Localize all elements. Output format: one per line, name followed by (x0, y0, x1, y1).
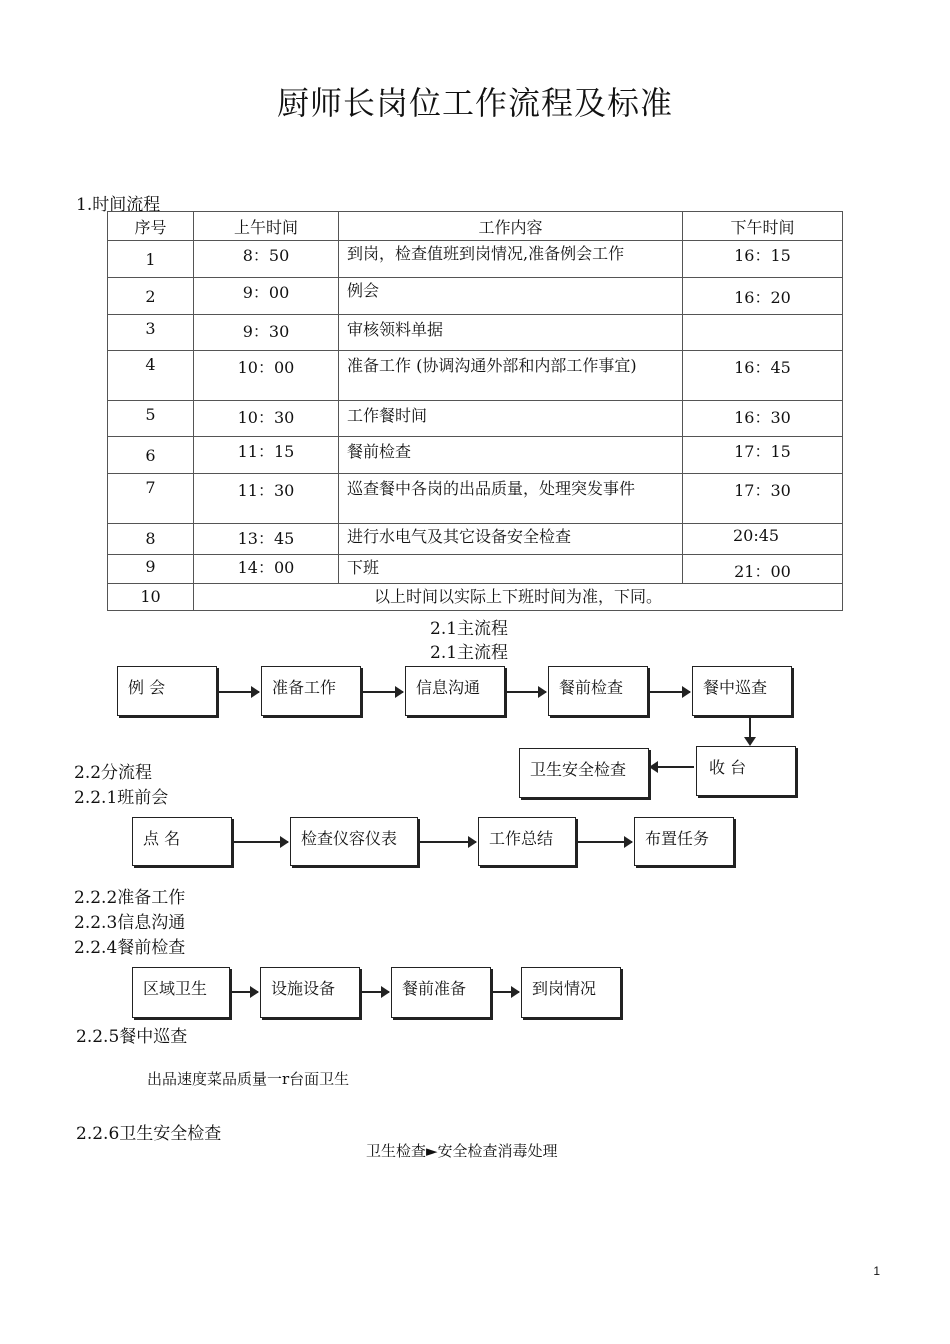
row-no: 4 (108, 351, 194, 401)
table-header-row (108, 212, 843, 241)
flow-box-pre-meal-prep: 餐前准备 (391, 967, 491, 1018)
flow-box-meeting: 例 会 (117, 666, 217, 716)
header-no: 序号 (108, 212, 194, 241)
main-flow-heading-duplicate: 2.1主流程 (430, 643, 509, 663)
flow-box-in-meal-patrol: 餐中巡查 (692, 666, 792, 716)
row-am: 10：30 (194, 401, 339, 437)
section-time-flow-heading: 1.时间流程 (76, 195, 161, 215)
arrow-right-icon (232, 991, 258, 993)
row-content: 例会 (339, 278, 683, 315)
row-pm: 20:45 (683, 524, 843, 555)
row-pm: 16：20 (683, 278, 843, 315)
section-224-heading: 2.2.4餐前检查 (74, 938, 186, 958)
table-row (108, 315, 843, 351)
arrow-right-icon (493, 991, 519, 993)
table-row (108, 524, 843, 555)
table-row (108, 241, 843, 278)
page-title: 厨师长岗位工作流程及标准 (276, 84, 673, 122)
arrow-right-icon (650, 691, 690, 693)
row-no: 1 (108, 241, 194, 278)
row-pm: 16：30 (683, 401, 843, 437)
row-am: 10：00 (194, 351, 339, 401)
flow-box-roll-call: 点 名 (132, 817, 232, 866)
table-row (108, 401, 843, 437)
arrow-down-icon (749, 717, 751, 744)
row-content: 工作餐时间 (339, 401, 683, 437)
row-content: 进行水电气及其它设备安全检查 (339, 524, 683, 555)
time-flow-table (107, 211, 843, 611)
row-pm: 21：00 (683, 555, 843, 584)
row-am: 11：30 (194, 474, 339, 524)
row-content: 到岗，检查值班到岗情况,准备例会工作 (339, 241, 683, 278)
row-no: 6 (108, 437, 194, 474)
row-content: 准备工作 (协调沟通外部和内部工作事宜) (339, 351, 683, 401)
flow-box-area-hygiene: 区域卫生 (132, 967, 230, 1018)
arrow-right-icon (578, 841, 632, 843)
arrow-right-icon (362, 991, 389, 993)
row-am: 13：45 (194, 524, 339, 555)
row-pm (683, 315, 843, 351)
row-no: 8 (108, 524, 194, 555)
header-am: 上午时间 (194, 212, 339, 241)
flow-box-communication: 信息沟通 (405, 666, 505, 716)
arrow-left-icon (650, 766, 694, 768)
row-pm: 16：15 (683, 241, 843, 278)
flow-box-attendance: 到岗情况 (521, 967, 621, 1018)
arrow-right-icon (234, 841, 288, 843)
table-row (108, 555, 843, 584)
flow-box-preparation: 准备工作 (261, 666, 361, 716)
table-row (108, 437, 843, 474)
arrow-right-icon (363, 691, 403, 693)
row-content: 餐前检查 (339, 437, 683, 474)
row-no: 7 (108, 474, 194, 524)
arrow-right-icon (507, 691, 546, 693)
row-content: 下班 (339, 555, 683, 584)
section-221-heading: 2.2.1班前会 (74, 788, 169, 808)
main-flow-heading: 2.1主流程 (430, 619, 509, 639)
row-am: 9：30 (194, 315, 339, 351)
row-no: 9 (108, 555, 194, 584)
header-pm: 下午时间 (683, 212, 843, 241)
flow-box-pre-meal-check: 餐前检查 (548, 666, 648, 716)
row-no: 3 (108, 315, 194, 351)
section-225-heading: 2.2.5餐中巡查 (76, 1027, 188, 1047)
row-am: 9：00 (194, 278, 339, 315)
row-note: 以上时间以实际上下班时间为准，下同。 (194, 584, 843, 611)
row-content: 巡查餐中各岗的出品质量，处理突发事件 (339, 474, 683, 524)
row-pm: 17：15 (683, 437, 843, 474)
flow-box-facilities: 设施设备 (260, 967, 360, 1018)
arrow-right-icon (420, 841, 476, 843)
section-222-heading: 2.2.2准备工作 (74, 888, 186, 908)
row-pm: 17：30 (683, 474, 843, 524)
row-no: 2 (108, 278, 194, 315)
row-pm: 16：45 (683, 351, 843, 401)
flow-box-work-summary: 工作总结 (478, 817, 576, 866)
flow-box-closing: 收 台 (696, 746, 796, 796)
flow-box-hygiene-safety-check: 卫生安全检查 (519, 748, 649, 798)
row-am: 8：50 (194, 241, 339, 278)
row-content: 审核领料单据 (339, 315, 683, 351)
row-am: 11：15 (194, 437, 339, 474)
flow-box-assign-tasks: 布置任务 (634, 817, 734, 866)
header-content: 工作内容 (339, 212, 683, 241)
table-row (108, 351, 843, 401)
table-row (108, 278, 843, 315)
section-225-text: 出品速度菜品质量一r台面卫生 (147, 1070, 350, 1088)
row-no: 10 (108, 584, 194, 611)
flow-box-appearance-check: 检查仪容仪表 (290, 817, 418, 866)
row-no: 5 (108, 401, 194, 437)
row-am: 14：00 (194, 555, 339, 584)
arrow-right-icon (219, 691, 259, 693)
table-row (108, 584, 843, 611)
page-number: 1 (873, 1264, 880, 1278)
sub-flow-heading: 2.2分流程 (74, 763, 153, 783)
section-223-heading: 2.2.3信息沟通 (74, 913, 186, 933)
section-226-heading: 2.2.6卫生安全检查 (76, 1124, 222, 1144)
table-row (108, 474, 843, 524)
section-226-text: 卫生检查►安全检查消毒处理 (366, 1142, 558, 1160)
